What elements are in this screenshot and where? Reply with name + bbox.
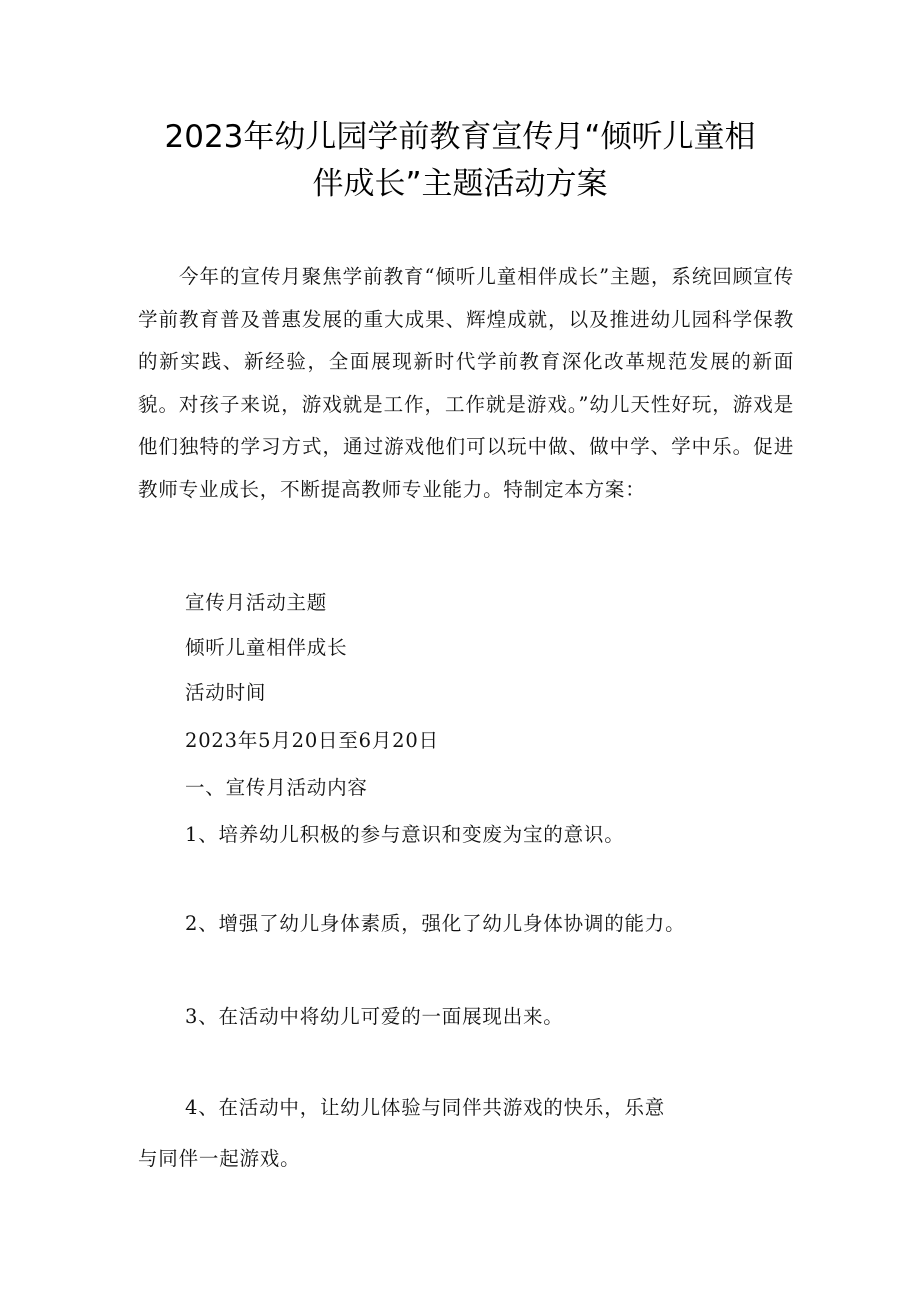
content-item-4-continued: 与同伴一起游戏。: [138, 1147, 301, 1170]
document-title-line-2: 伴成长”主题活动方案: [312, 166, 608, 202]
content-item-3: 3、在活动中将幼儿可爱的一面展现出来。: [185, 1005, 564, 1028]
intro-paragraph: 今年的宣传月聚焦学前教育“倾听儿童相伴成长”主题，系统回顾宣传学前教育普及普惠发展的重大成果、辉煌成就，以及推进幼儿园科学保教的新实践、新经验，全面展现新时代学前教育深化改革规范发展的新面貌。对孩子来说，游戏就是工作，工作就是游戏。”幼儿天性好玩，游戏是他们独特的学习方式，通过游戏他们可以玩中做、做中学、学中乐。促进教师专业成长，不断提高教师专业能力。特制定本方案：: [138, 265, 794, 501]
time-heading: 活动时间: [185, 681, 267, 704]
document-title-line-1: 2023年幼儿园学前教育宣传月“倾听儿童相: [164, 119, 756, 155]
content-item-1: 1、培养幼儿积极的参与意识和变废为宝的意识。: [185, 823, 625, 846]
content-item-2: 2、增强了幼儿身体素质，强化了幼儿身体协调的能力。: [185, 912, 686, 935]
content-heading: 一、宣传月活动内容: [185, 776, 368, 799]
theme-heading: 宣传月活动主题: [185, 591, 328, 614]
theme-value: 倾听儿童相伴成长: [185, 636, 348, 659]
content-item-4: 4、在活动中，让幼儿体验与同伴共游戏的快乐，乐意: [185, 1096, 666, 1119]
time-value: 2023年5月20日至6月20日: [185, 729, 439, 752]
